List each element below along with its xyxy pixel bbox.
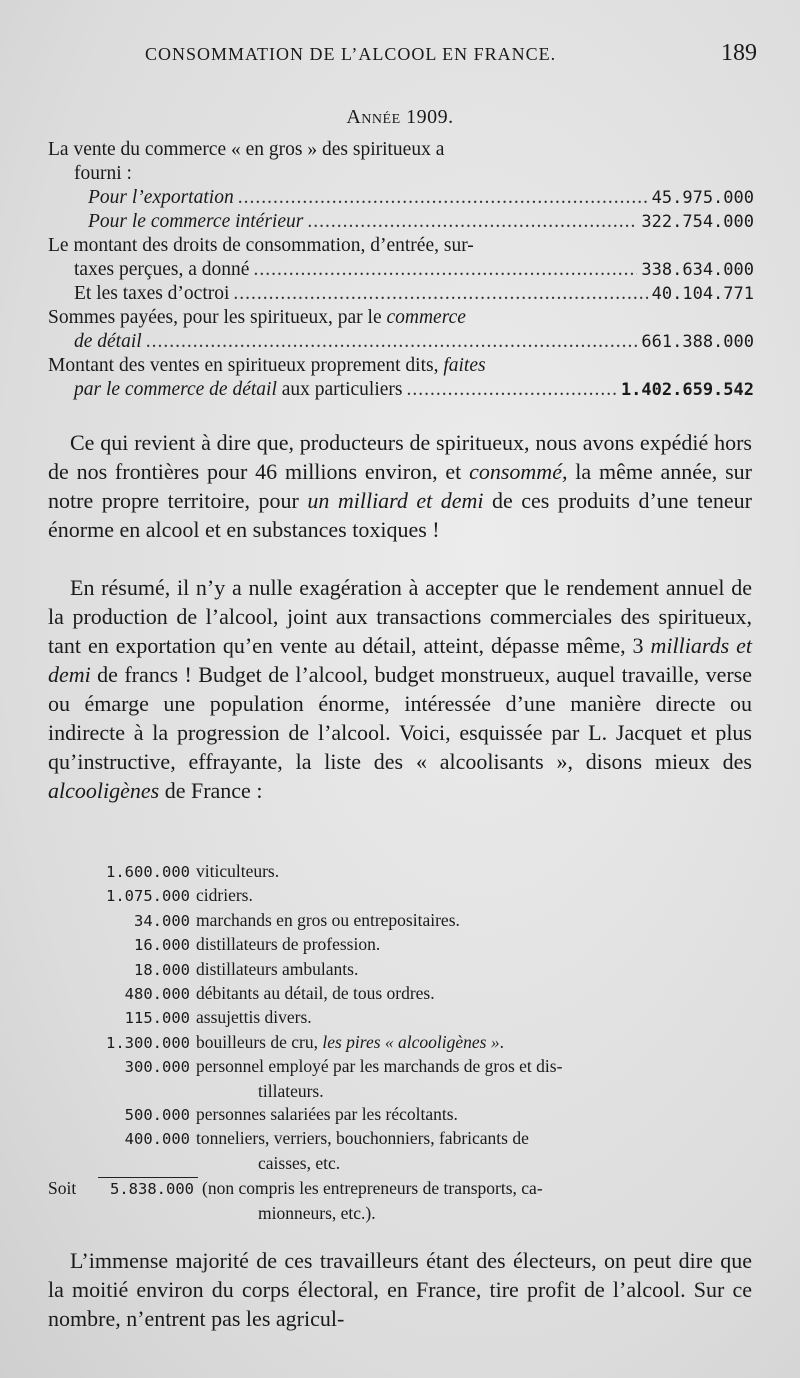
page-number: 189 xyxy=(721,40,757,66)
dot-leader xyxy=(253,258,637,282)
list-desc: débitants au détail, de tous ordres. xyxy=(196,983,435,1004)
ledger-amount: 45.975.000 xyxy=(651,188,754,208)
total-desc: (non compris les entrepreneurs de transports, ca- xyxy=(202,1178,543,1199)
ledger-row-sommes xyxy=(48,330,754,354)
list-item xyxy=(48,958,754,982)
ledger-label: Pour l’exportation xyxy=(88,187,234,208)
text-run: . xyxy=(499,1031,504,1052)
ledger-label: de détail xyxy=(74,331,142,352)
paragraph-text: L’immense majorité de ces travailleurs étant des électeurs, on peut dire que la moitié environ du corps électoral, en France, tire profit de l’alcool. Sur ce nombre, n’entrent pas les agricul- xyxy=(48,1248,752,1331)
ledger-row-interior xyxy=(48,210,754,234)
list-item xyxy=(48,884,754,908)
ledger-label: taxes perçues, a donné xyxy=(74,259,250,280)
list-item xyxy=(48,982,754,1006)
list-desc: cidriers. xyxy=(196,885,253,906)
ledger-text: Sommes payées, pour les spiritueux, par le xyxy=(48,307,387,328)
ledger-intro-line-2: fourni : xyxy=(74,163,132,184)
ledger-intro-line-1: La vente du commerce « en gros » des spiritueux a xyxy=(48,139,445,160)
text-run-italic: alcooligènes xyxy=(48,778,160,803)
paragraph-3 xyxy=(48,1246,752,1333)
list-desc: tonneliers, verriers, bouchonniers, fabricants de xyxy=(196,1128,529,1149)
list-item xyxy=(48,860,754,884)
ledger-amount: 338.634.000 xyxy=(641,260,754,280)
text-run-italic: consommé, xyxy=(469,459,568,484)
list-desc: distillateurs ambulants. xyxy=(196,958,359,979)
list-desc: assujettis divers. xyxy=(196,1007,312,1028)
paragraph-text xyxy=(48,573,752,805)
text-run: de francs ! Budget de l’alcool, budget monstrueux, auquel travaille, verse ou émarge une population énorme, intéressée d’une manière directe ou indirecte à la progression de l’alcool. Voici, esquissée par L. Jacquet et plus qu’instructive, effrayante, la liste des « alcoolisants », disons mieux des xyxy=(48,662,752,774)
list-desc-continuation: tillateurs. xyxy=(258,1080,324,1101)
list-qty: 115.000 xyxy=(124,1009,190,1028)
ledger-amount: 322.754.000 xyxy=(641,212,754,232)
text-run-italic: les pires « alcooligènes » xyxy=(322,1031,500,1052)
text-run: de France : xyxy=(159,778,263,803)
list-desc xyxy=(196,1031,754,1054)
paragraph-2 xyxy=(48,573,752,805)
list-item xyxy=(48,1031,754,1055)
ledger-montant-line-1 xyxy=(48,354,754,378)
total-desc-continuation: mionneurs, etc.). xyxy=(258,1202,376,1223)
text-run-italic: milliards et demi xyxy=(48,633,752,687)
ledger-text-italic: par le commerce de détail xyxy=(74,379,277,400)
list-qty: 400.000 xyxy=(124,1130,190,1149)
list-qty: 18.000 xyxy=(134,960,190,979)
text-run: de ces produits d’une teneur énorme en alcool et en substances toxiques ! xyxy=(48,488,753,542)
list-desc: personnel employé par les marchands de gros et dis- xyxy=(196,1056,563,1077)
ledger-row-montant xyxy=(48,378,754,402)
total-value: 5.838.000 xyxy=(98,1177,198,1201)
list-qty: 1.300.000 xyxy=(106,1033,190,1052)
list-item xyxy=(48,933,754,957)
ledger-amount-total: 1.402.659.542 xyxy=(620,380,754,400)
year-value: 1909. xyxy=(406,106,454,128)
ledger-label: Et les taxes d’octroi xyxy=(74,283,230,304)
list-desc: viticulteurs. xyxy=(196,861,280,881)
ledger-row-droits xyxy=(48,258,754,282)
list-item xyxy=(48,1127,754,1151)
dot-leader xyxy=(233,282,647,306)
list-item xyxy=(48,1103,754,1127)
list-desc: marchands en gros ou entrepositaires. xyxy=(196,909,460,930)
ledger-text-italic: commerce xyxy=(386,307,466,328)
page-header xyxy=(145,40,757,67)
alcooligenes-list xyxy=(48,860,754,1225)
ledger-amount: 661.388.000 xyxy=(641,332,754,352)
revenue-ledger xyxy=(48,138,754,402)
paragraph-text xyxy=(48,428,752,544)
list-qty: 1.075.000 xyxy=(106,887,190,906)
list-qty: 300.000 xyxy=(124,1058,190,1077)
ledger-row-export xyxy=(48,186,754,210)
ledger-text: aux particuliers xyxy=(276,379,403,400)
list-desc-continuation: caisses, etc. xyxy=(258,1152,341,1173)
list-item xyxy=(48,1006,754,1030)
ledger-row-octroi xyxy=(48,282,754,306)
list-qty: 34.000 xyxy=(134,911,190,930)
ledger-droits-line-1: Le montant des droits de consommation, d’entrée, sur- xyxy=(48,235,474,256)
ledger-text-italic: faites xyxy=(443,355,486,376)
text-run: bouilleurs de cru, xyxy=(196,1031,323,1052)
section-title xyxy=(0,106,800,129)
text-run-italic: un milliard et demi xyxy=(307,488,484,513)
list-total xyxy=(48,1177,754,1201)
dot-leader xyxy=(407,378,617,402)
list-qty: 500.000 xyxy=(124,1106,190,1125)
year-prefix: Année xyxy=(346,106,401,128)
list-desc: personnes salariées par les récoltants. xyxy=(196,1104,458,1125)
list-qty: 1.600.000 xyxy=(106,863,190,881)
ledger-amount: 40.104.771 xyxy=(651,284,754,304)
list-qty: 16.000 xyxy=(134,936,190,955)
ledger-label: Pour le commerce intérieur xyxy=(88,211,304,232)
total-label: Soit xyxy=(48,1178,77,1199)
dot-leader xyxy=(146,330,638,354)
dot-leader xyxy=(238,186,648,210)
list-item xyxy=(48,909,754,933)
ledger-sommes-line-1 xyxy=(48,306,754,330)
text-run: la même année, sur notre propre territoire, pour xyxy=(48,459,752,513)
ledger-text: Montant des ventes en spiritueux proprement dits, xyxy=(48,355,444,376)
paragraph-1 xyxy=(48,428,752,544)
list-desc: distillateurs de profession. xyxy=(196,934,381,955)
list-qty: 480.000 xyxy=(124,985,190,1004)
ledger-label xyxy=(74,378,403,402)
text-run: En résumé, il n’y a nulle exagération à accepter que le rendement annuel de la production de l’alcool, joint aux transactions commerciales des spiritueux, tant en exportation qu’en vente au détail, atteint, dépasse même, 3 xyxy=(48,575,752,658)
running-title: CONSOMMATION DE L’ALCOOL EN FRANCE. xyxy=(145,44,557,64)
list-item xyxy=(48,1055,754,1079)
text-run: Ce qui revient à dire que, producteurs de spiritueux, nous avons expédié hors de nos frontières pour 46 millions environ, et xyxy=(48,430,752,484)
dot-leader xyxy=(307,210,637,234)
